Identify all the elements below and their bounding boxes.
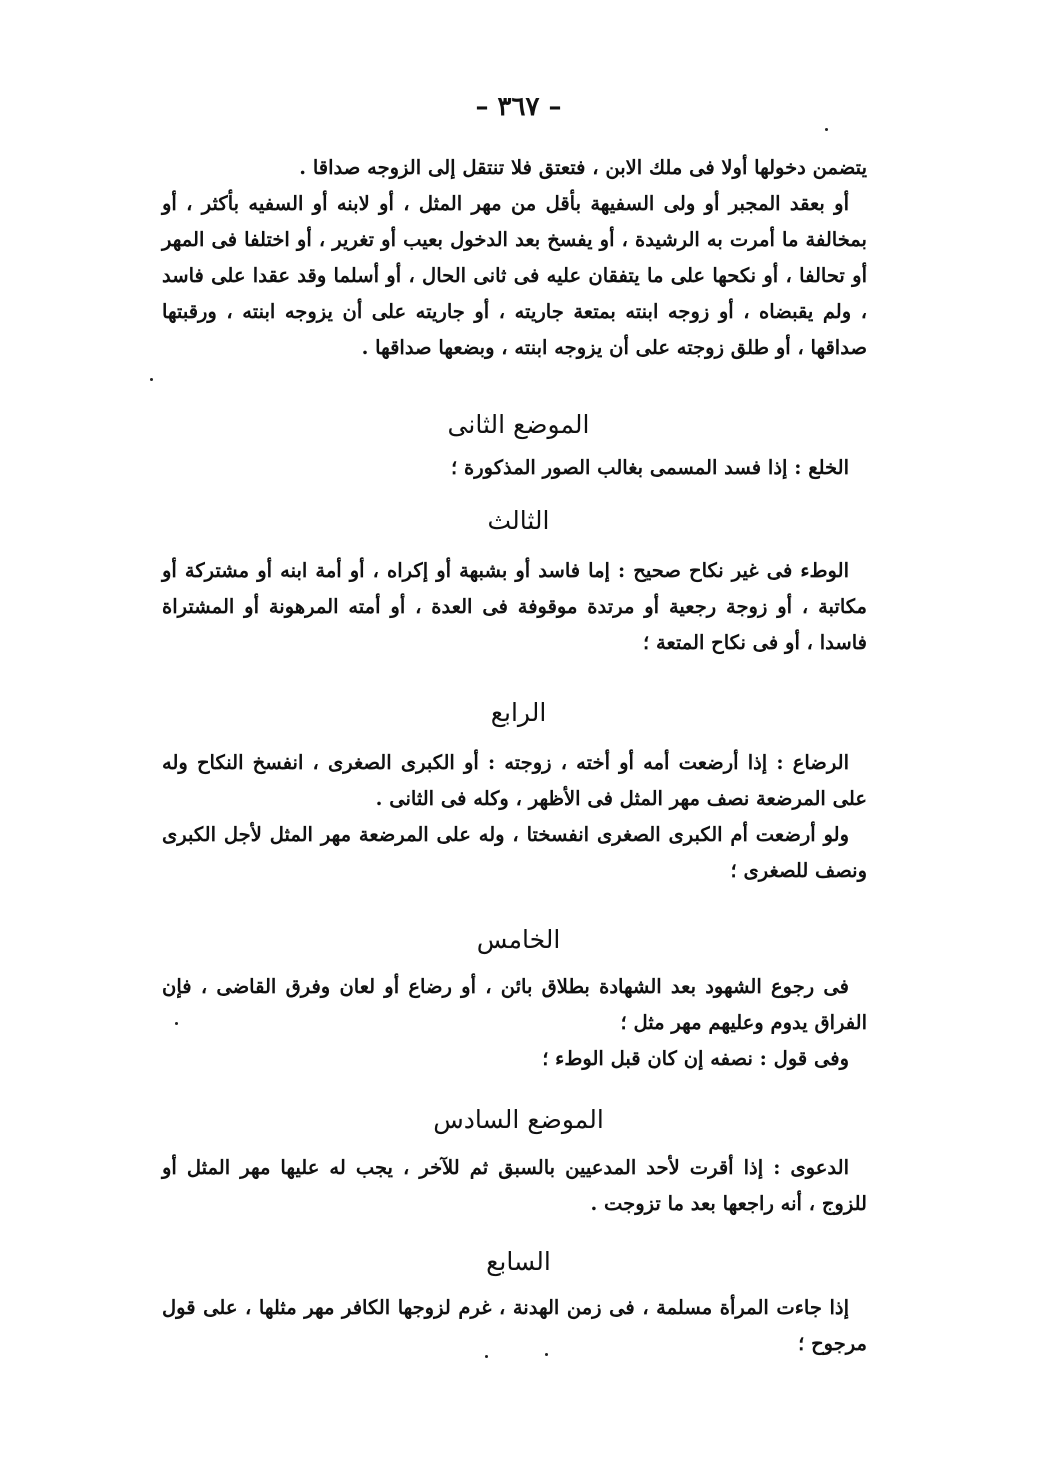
section-heading: الثالث (487, 506, 550, 535)
section-text-block (162, 1290, 867, 1362)
paragraph: الرضاع : إذا أرضعت أمه أو أخته ، زوجته : أو الكبرى الصغرى ، انفسخ النكاح وله على المرضعة نصف مهر المثل فى الأظهر ، وكله فى الثانى . (162, 751, 867, 810)
page-number: – ٣٦٧ – (475, 92, 562, 122)
section-text-block (162, 745, 867, 889)
section-text-block (162, 1150, 867, 1222)
paragraph: وفى قول : نصفه إن كان قبل الوطء ؛ (542, 1047, 849, 1070)
paragraph: إذا جاءت المرأة مسلمة ، فى زمن الهدنة ، غرم لزوجها الكافر مهر مثلها ، على قول مرجوح ؛ (162, 1296, 867, 1355)
paragraph: يتضمن دخولها أولا فى ملك الابن ، فتعتق فلا تنتقل إلى الزوجه صداقا . (299, 156, 867, 179)
paragraph: الدعوى : إذا أقرت لأحد المدعيين بالسبق ثم للآخر ، يجب له عليها مهر المثل أو للزوج ، أنه راجعها بعد ما تزوجت . (162, 1156, 867, 1215)
section-text-block (162, 553, 867, 661)
paragraph: فى رجوع الشهود بعد الشهادة بطلاق بائن ، أو رضاع أو لعان وفرق القاضى ، فإن الفراق يدوم وعليهم مهر مثل ؛ (162, 975, 867, 1034)
scan-speck (545, 1353, 548, 1356)
section-heading: الموضع الثانى (447, 410, 590, 439)
scan-speck (175, 1022, 178, 1025)
paragraph: الخلع : إذا فسد المسمى بغالب الصور المذكورة ؛ (451, 456, 849, 479)
paragraph: ولو أرضعت أم الكبرى الصغرى انفسختا ، وله على المرضعة مهر المثل لأجل الكبرى ونصف للصغرى ؛ (162, 823, 867, 882)
paragraph: أو بعقد المجبر أو ولى السفيهة بأقل من مهر المثل ، أو لابنه أو السفيه بأكثر ، أو بمخالفة ما أمرت به الرشيدة ، أو يفسخ بعد الدخول بعيب أو تغرير ، أو اختلفا فى المهر أو تحالفا ، أو نكحها على ما يتفقان عليه فى ثانى الحال ، أو أسلما وقد عقدا على فاسد ، ولم يقبضاه ، أو زوجه ابنته بمتعة جاريته ، أو جاريته على أن يزوجه ابنته ، ورقبتها صداقها ، أو طلق زوجته على أن يزوجه ابنته ، وبضعها صداقها . (162, 192, 867, 359)
section-heading: الخامس (476, 925, 561, 954)
paragraph: الوطء فى غير نكاح صحيح : إما فاسد أو بشبهة أو إكراه ، أو أمة ابنه أو مشتركة أو مكاتبة ، أو زوجة رجعية أو مرتدة موقوفة فى العدة ، أو أمته المرهونة أو المشتراة فاسدا ، أو فى نكاح المتعة ؛ (162, 559, 867, 654)
section-heading: الموضع السادس (433, 1105, 604, 1134)
scan-speck (485, 1355, 488, 1358)
scan-speck (150, 378, 153, 381)
section-heading: السابع (486, 1247, 551, 1276)
section-text-block (162, 969, 867, 1077)
scan-speck (825, 128, 828, 131)
section-text-block (162, 450, 867, 486)
opening-text-block (162, 150, 867, 366)
section-heading: الرابع (490, 698, 547, 727)
